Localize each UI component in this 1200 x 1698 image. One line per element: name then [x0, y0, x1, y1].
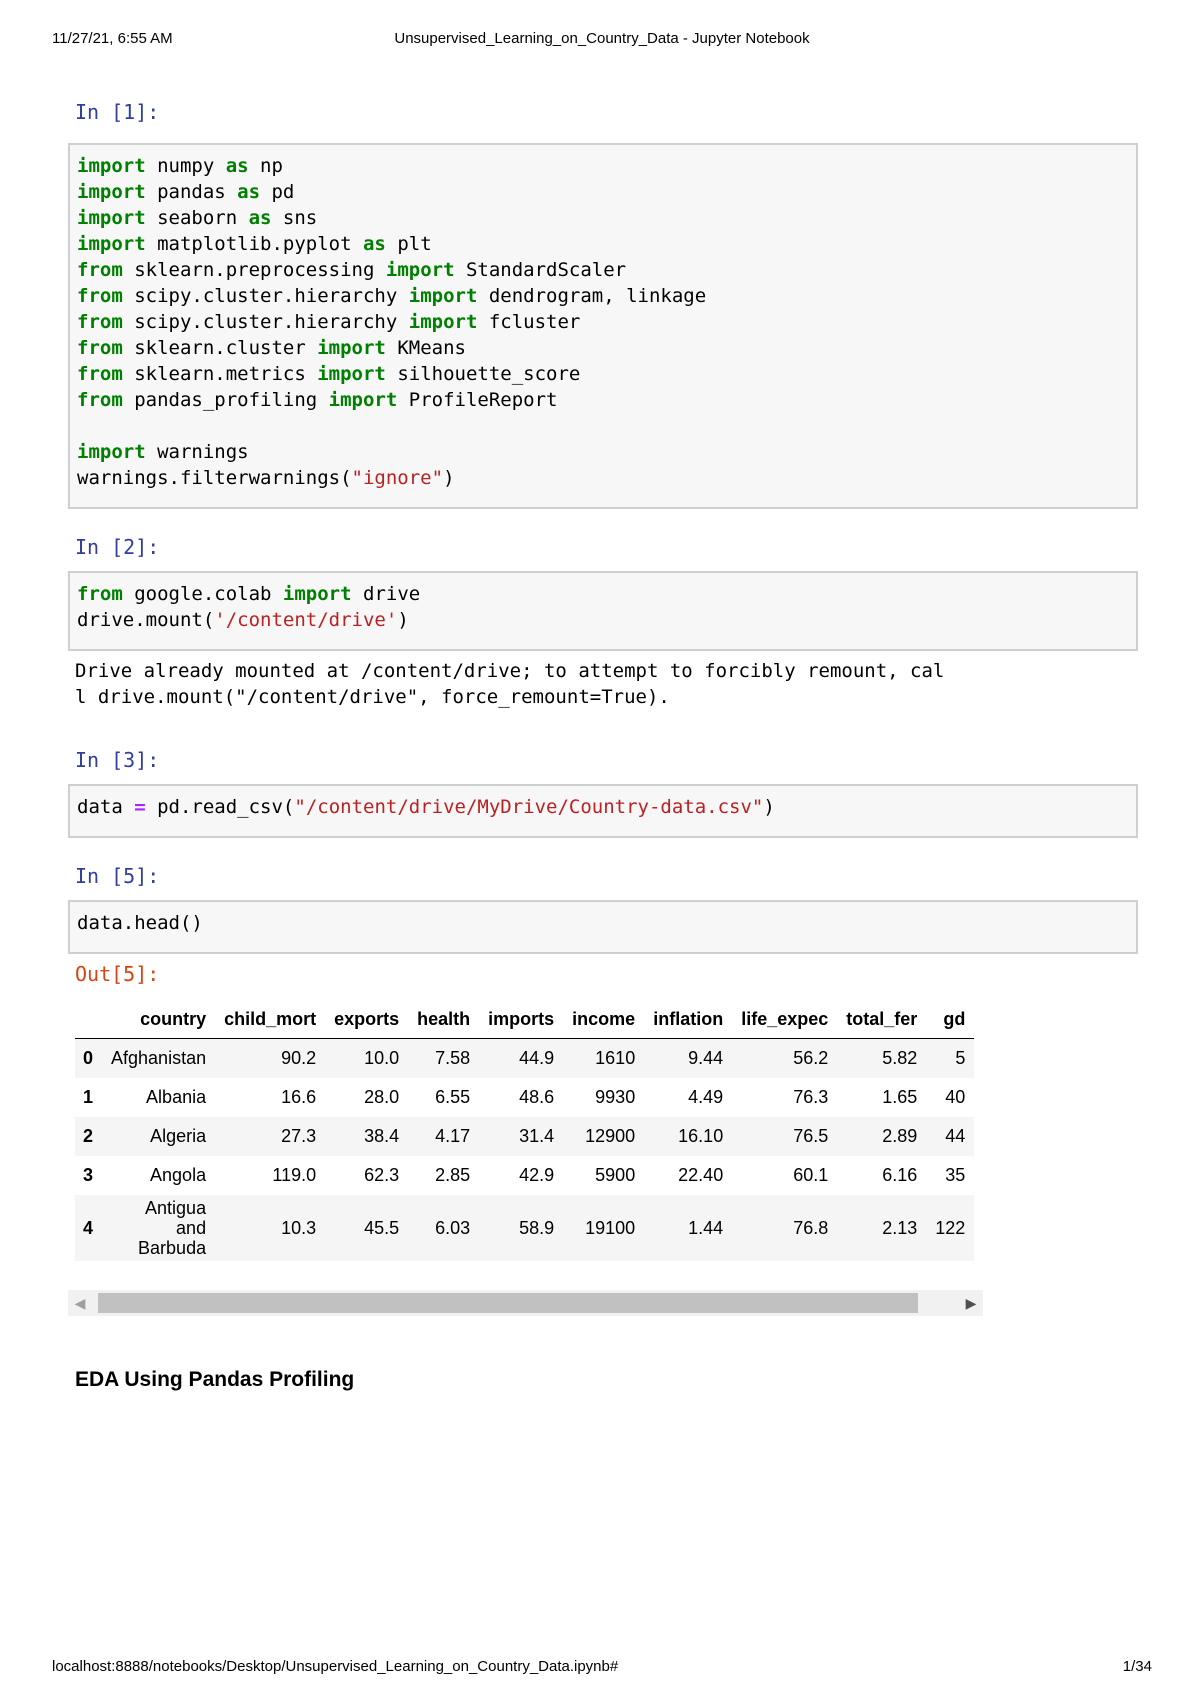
table-cell: 76.8 — [793, 1217, 829, 1238]
table-cell: 48.6 — [519, 1087, 555, 1107]
column-header: gd — [926, 1000, 974, 1039]
table-cell: 119.0 — [272, 1165, 317, 1185]
table-cell: 10.0 — [364, 1048, 400, 1068]
table-cell: 27.3 — [281, 1126, 317, 1146]
code-line: from google.colab import drive — [77, 583, 421, 605]
code-line: from sklearn.cluster import KMeans — [77, 337, 466, 359]
column-header: child_mort — [215, 1000, 325, 1039]
table-row — [75, 1156, 974, 1195]
table-cell: 22.40 — [678, 1165, 724, 1185]
code-line: warnings.filterwarnings("ignore") — [77, 467, 455, 489]
code-line: from sklearn.preprocessing import StandardScaler — [77, 259, 627, 281]
table-cell: 4.17 — [435, 1126, 471, 1146]
table-cell: 9930 — [595, 1087, 636, 1107]
table-cell: 38.4 — [364, 1126, 400, 1146]
in-prompt-2: In [2]: — [75, 535, 160, 559]
out-prompt-5: Out[5]: — [75, 962, 160, 986]
row-index: 2 — [83, 1126, 94, 1146]
code-line — [77, 413, 1129, 439]
table-cell: 19100 — [585, 1217, 636, 1238]
column-header: country — [102, 1000, 215, 1039]
table-cell: 28.0 — [364, 1087, 400, 1107]
table-cell: 6.03 — [435, 1217, 471, 1238]
print-footer — [52, 1658, 1152, 1678]
code-line: data = pd.read_csv("/content/drive/MyDrive/Country-data.csv") — [77, 796, 775, 818]
code-line: from scipy.cluster.hierarchy import dendrogram, linkage — [77, 285, 707, 307]
table-cell: 5.82 — [882, 1048, 918, 1068]
code-cell-3[interactable] — [68, 784, 1138, 838]
table-cell: 7.58 — [435, 1048, 471, 1068]
code-line: import warnings — [77, 441, 249, 463]
table-cell: 16.6 — [281, 1087, 317, 1107]
table-cell: Algeria — [150, 1126, 207, 1146]
code-line: import matplotlib.pyplot as plt — [77, 233, 432, 255]
table-row — [75, 1078, 974, 1117]
dataframe-header-row — [75, 1000, 974, 1039]
table-cell: Antigua and Barbuda — [138, 1198, 207, 1258]
table-cell: 5900 — [595, 1165, 636, 1185]
table-cell: 60.1 — [793, 1165, 829, 1185]
print-url: localhost:8888/notebooks/Desktop/Unsupervised_Learning_on_Country_Data.ipynb# — [52, 1658, 619, 1675]
table-cell: 1.44 — [688, 1217, 724, 1238]
table-cell: 56.2 — [793, 1048, 829, 1068]
table-cell: 90.2 — [281, 1048, 317, 1068]
cell-2-output: Drive already mounted at /content/drive; to attempt to forcibly remount, cal l drive.mount("/content/drive", force_remount=True). — [75, 660, 945, 708]
code-line: from scipy.cluster.hierarchy import fcluster — [77, 311, 581, 333]
table-cell: Angola — [150, 1165, 207, 1185]
code-cell-5[interactable] — [68, 900, 1138, 954]
table-cell: 35 — [945, 1165, 966, 1185]
table-cell: Afghanistan — [111, 1048, 207, 1068]
column-header: inflation — [644, 1000, 732, 1039]
dataframe-output — [68, 995, 983, 1275]
code-cell-1[interactable] — [68, 143, 1138, 509]
table-cell: 44.9 — [519, 1048, 555, 1068]
row-index: 4 — [83, 1217, 94, 1238]
table-cell: 5 — [955, 1048, 966, 1068]
column-header — [75, 1000, 102, 1039]
table-cell: 76.3 — [793, 1087, 829, 1107]
print-datetime: 11/27/21, 6:55 AM — [52, 30, 173, 47]
code-line: data.head() — [77, 912, 203, 934]
table-cell: 76.5 — [793, 1126, 829, 1146]
table-cell: 45.5 — [364, 1217, 400, 1238]
scrollbar-thumb[interactable] — [98, 1293, 918, 1313]
table-row — [75, 1039, 974, 1079]
table-cell: 40 — [945, 1087, 966, 1107]
table-cell: 44 — [945, 1126, 966, 1146]
table-cell: 6.16 — [882, 1165, 918, 1185]
table-cell: 6.55 — [435, 1087, 471, 1107]
table-cell: 2.85 — [435, 1165, 471, 1185]
code-line: import pandas as pd — [77, 181, 295, 203]
horizontal-scrollbar[interactable] — [68, 1290, 983, 1316]
in-prompt-3: In [3]: — [75, 748, 160, 772]
row-index: 3 — [83, 1165, 94, 1185]
table-cell: 16.10 — [678, 1126, 724, 1146]
table-cell: 1610 — [595, 1048, 636, 1068]
table-row — [75, 1117, 974, 1156]
table-cell: Albania — [146, 1087, 207, 1107]
page-number: 1/34 — [1122, 1658, 1152, 1675]
table-cell: 2.89 — [882, 1126, 918, 1146]
in-prompt-1: In [1]: — [75, 100, 160, 124]
table-cell: 1.65 — [882, 1087, 918, 1107]
column-header: life_expec — [732, 1000, 837, 1039]
dataframe-table — [75, 1000, 974, 1261]
code-cell-2[interactable] — [68, 571, 1138, 651]
column-header: imports — [479, 1000, 563, 1039]
code-line: import numpy as np — [77, 155, 283, 177]
markdown-heading: EDA Using Pandas Profiling — [75, 1368, 355, 1391]
table-cell: 42.9 — [519, 1165, 555, 1185]
table-cell: 2.13 — [882, 1217, 918, 1238]
scroll-left-arrow-icon[interactable]: ◀ — [74, 1294, 86, 1311]
column-header: exports — [325, 1000, 408, 1039]
code-line: from pandas_profiling import ProfileReport — [77, 389, 558, 411]
table-row — [75, 1195, 974, 1261]
code-line: from sklearn.metrics import silhouette_score — [77, 363, 581, 385]
scroll-right-arrow-icon[interactable]: ▶ — [965, 1294, 977, 1311]
row-index: 1 — [83, 1087, 94, 1107]
print-header — [52, 30, 1152, 50]
column-header: total_fer — [837, 1000, 926, 1039]
table-cell: 9.44 — [688, 1048, 724, 1068]
code-line: import seaborn as sns — [77, 207, 318, 229]
table-cell: 58.9 — [519, 1217, 555, 1238]
print-title: Unsupervised_Learning_on_Country_Data - Jupyter Notebook — [394, 30, 810, 47]
table-cell: 122 — [935, 1217, 966, 1238]
table-cell: 4.49 — [688, 1087, 724, 1107]
table-cell: 10.3 — [281, 1217, 317, 1238]
table-cell: 31.4 — [519, 1126, 555, 1146]
in-prompt-5: In [5]: — [75, 864, 160, 888]
table-cell: 62.3 — [364, 1165, 400, 1185]
table-cell: 12900 — [585, 1126, 636, 1146]
row-index: 0 — [83, 1048, 94, 1068]
code-line: drive.mount('/content/drive') — [77, 609, 409, 631]
column-header: health — [408, 1000, 479, 1039]
column-header: income — [563, 1000, 644, 1039]
